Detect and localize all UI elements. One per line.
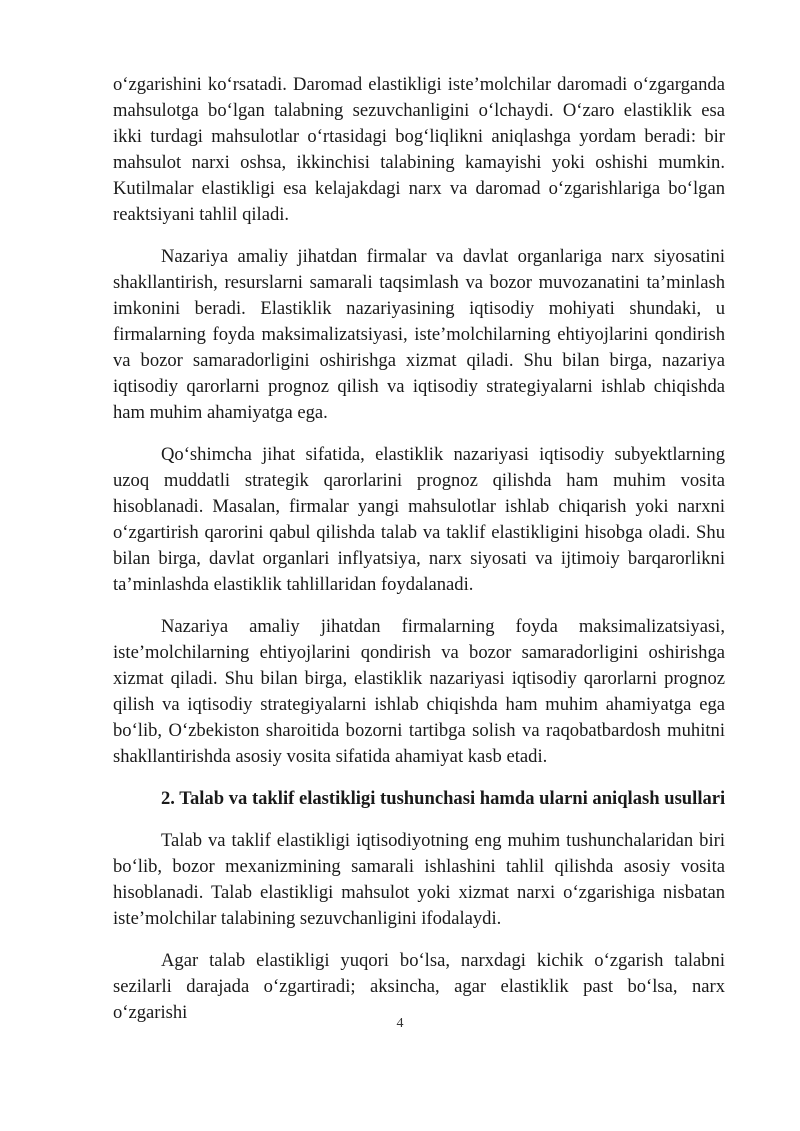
paragraph: Agar talab elastikligi yuqori bo‘lsa, narxdagi kichik o‘zgarish talabni sezilarli darajada o‘zgartiradi; aksincha, agar elastiklik past bo‘lsa, narx o‘zgarishi xyxy=(113,950,725,1023)
paragraph: Nazariya amaliy jihatdan firmalar va davlat organlariga narx siyosatini shakllantirish, resurslarni samarali taqsimlash va bozor muvozanatini ta’minlash imkonini beradi. Elastiklik nazariyasining iqtisodiy mohiyati shundaki, u firmalarning foyda maksimalizatsiyasi, iste’molchilarning ehtiyojlarini qondirish va bozor samaradorligini oshirishga xizmat qiladi. Shu bilan birga, nazariya iqtisodiy qarorlarni prognoz qilish va iqtisodiy strategiyalarni ishlab chiqishda ham muhim ahamiyatga ega. xyxy=(113,246,725,423)
page-number: 4 xyxy=(396,1016,404,1031)
paragraph-continuation: o‘zgarishini ko‘rsatadi. Daromad elastikligi iste’molchilar daromadi o‘zgarganda mahsulotga bo‘lgan talabning sezuvchanligini o‘lchaydi. O‘zaro elastiklik esa ikki turdagi mahsulotlar o‘rtasidagi bog‘liqlikni aniqlashga yordam beradi: bir mahsulot narxi oshsa, ikkinchisi talabining kamayishi yoki oshishi mumkin. Kutilmalar elastikligi esa kelajakdagi narx va daromad o‘zgarishlariga bo‘lgan reaktsiyani tahlil qiladi. xyxy=(113,74,725,225)
paragraph: Talab va taklif elastikligi iqtisodiyotning eng muhim tushunchalaridan biri bo‘lib, bozor mexanizmining samarali ishlashini tahlil qilishda asosiy vosita hisoblanadi. Talab elastikligi mahsulot yoki xizmat narxi o‘zgarishiga nisbatan iste’molchilar talabining sezuvchanligini ifodalaydi. xyxy=(113,830,725,929)
section-heading: 2. Talab va taklif elastikligi tushunchasi hamda ularni aniqlash usullari xyxy=(161,788,726,809)
paragraph: Nazariya amaliy jihatdan firmalarning foyda maksimalizatsiyasi, iste’molchilarning ehtiyojlarini qondirish va bozor samaradorligini oshirishga xizmat qiladi. Shu bilan birga, elastiklik nazariyasi iqtisodiy qarorlarni prognoz qilish va iqtisodiy strategiyalarni ishlab chiqishda ham muhim ahamiyatga ega bo‘lib, O‘zbekiston sharoitida bozorni tartibga solish va raqobatbardosh muhitni shakllantirishda asosiy vosita sifatida ahamiyat kasb etadi. xyxy=(113,616,725,767)
document-body xyxy=(113,72,725,1042)
paragraph: Qo‘shimcha jihat sifatida, elastiklik nazariyasi iqtisodiy subyektlarning uzoq muddatli strategik qarorlarini prognoz qilishda ham muhim vosita hisoblanadi. Masalan, firmalar yangi mahsulotlar ishlab chiqarish yoki narxni o‘zgartirish qarorini qabul qilishda talab va taklif elastikligini hisobga oladi. Shu bilan birga, davlat organlari inflyatsiya, narx siyosati va ijtimoiy barqarorlikni ta’minlashda elastiklik tahlillaridan foydalanadi. xyxy=(113,444,725,595)
